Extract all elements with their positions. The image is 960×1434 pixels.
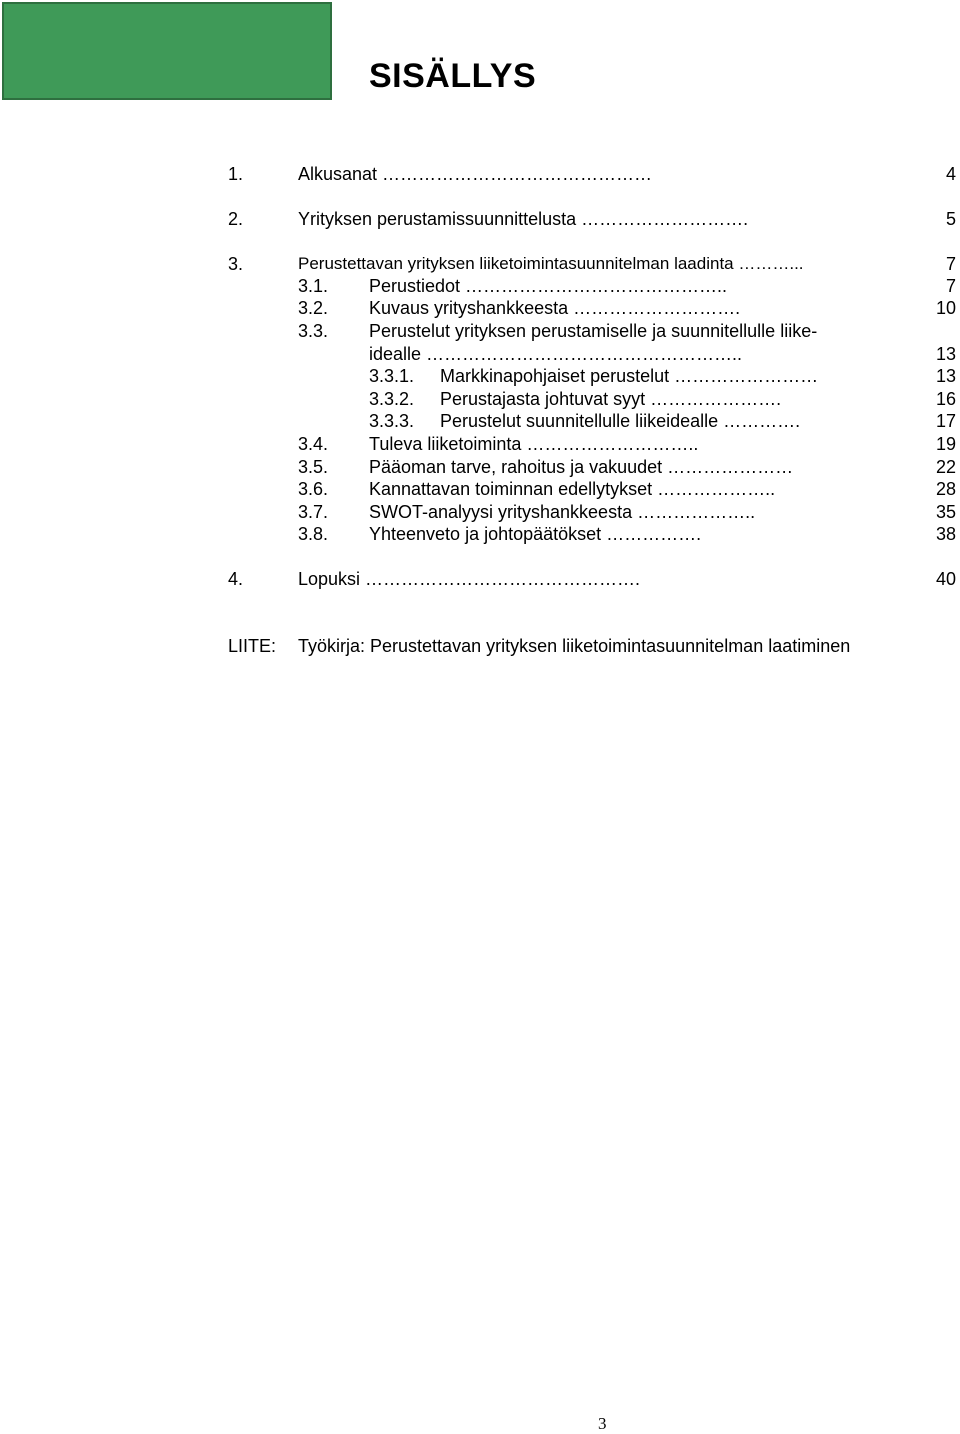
toc-entry-number: 3.7. xyxy=(298,502,329,522)
toc-entry-page: 5 xyxy=(945,209,956,229)
page-title: SISÄLLYS xyxy=(369,57,537,95)
toc-entry-title: Tuleva liiketoiminta ……………………….. xyxy=(369,434,699,454)
toc-entry-title: Alkusanat ……………………………………… xyxy=(298,164,653,184)
toc-entry-page: 16 xyxy=(935,389,956,409)
toc-entry-page: 22 xyxy=(935,457,956,477)
toc-entry-number: 3.3. xyxy=(298,321,329,341)
appendix-label: LIITE: xyxy=(228,636,277,656)
toc-entry-page: 28 xyxy=(935,479,956,499)
appendix-title: Työkirja: Perustettavan yrityksen liiketoimintasuunnitelman laatiminen xyxy=(298,636,851,656)
toc-entry-title: Kannattavan toiminnan edellytykset ……………….. xyxy=(369,479,776,499)
toc-entry-title: Yhteenveto ja johtopäätökset ……………. xyxy=(369,524,702,544)
toc-entry-number: 3.8. xyxy=(298,524,329,544)
toc-entry-number: 3.1. xyxy=(298,276,329,296)
toc-entry-number: 3.3.2. xyxy=(369,389,415,409)
toc-entry-page: 4 xyxy=(945,164,956,184)
toc-entry-title: Pääoman tarve, rahoitus ja vakuudet ………………… xyxy=(369,457,794,477)
toc-entry-number: 3.3.1. xyxy=(369,366,415,386)
toc-entry-number: 3.6. xyxy=(298,479,329,499)
toc-entry-title: idealle …………………………………………….. xyxy=(369,344,743,364)
toc-entry-page: 38 xyxy=(935,524,956,544)
toc-entry-title: Perustiedot …………………………………….. xyxy=(369,276,728,296)
toc-entry-title: SWOT-analyysi yrityshankkeesta ……………….. xyxy=(369,502,756,522)
toc-entry-page: 10 xyxy=(935,298,956,318)
toc-entry-number: 3.2. xyxy=(298,298,329,318)
toc-entry-title: Perustajasta johtuvat syyt …………………. xyxy=(440,389,782,409)
toc-entry-number: 2. xyxy=(228,209,244,229)
toc-entry-number: 3.3.3. xyxy=(369,411,415,431)
toc-entry-number: 3. xyxy=(228,254,244,274)
toc-entry-number: 3.5. xyxy=(298,457,329,477)
toc-entry-title: Kuvaus yrityshankkeesta ………………………. xyxy=(369,298,741,318)
toc-entry-title: Perustelut suunnitellulle liikeidealle …………. xyxy=(440,411,801,431)
toc-entry-title: Yrityksen perustamissuunnittelusta ………………………. xyxy=(298,209,749,229)
toc-entry-number: 4. xyxy=(228,569,244,589)
toc-entry-title: Perustelut yrityksen perustamiselle ja suunnitellulle liike- xyxy=(369,321,818,341)
toc-entry-page: 35 xyxy=(935,502,956,522)
toc-entry-title: Markkinapohjaiset perustelut …………………… xyxy=(440,366,819,386)
toc-entry-title: Lopuksi ………………………………………. xyxy=(298,569,641,589)
toc-entry-page: 17 xyxy=(935,411,956,431)
toc-entry-title: Perustettavan yrityksen liiketoimintasuunnitelman laadinta ………... xyxy=(298,254,804,273)
toc-entry-page: 13 xyxy=(935,366,956,386)
toc-entry-number: 3.4. xyxy=(298,434,329,454)
toc-entry-page: 19 xyxy=(935,434,956,454)
toc-entry-page: 7 xyxy=(945,276,956,296)
toc-entry-page: 7 xyxy=(945,254,956,274)
toc-entry-page: 13 xyxy=(935,344,956,364)
page-number: 3 xyxy=(598,1414,607,1433)
toc-entry-page: 40 xyxy=(935,569,956,589)
header-green-box xyxy=(2,2,332,100)
toc-entry-number: 1. xyxy=(228,164,244,184)
